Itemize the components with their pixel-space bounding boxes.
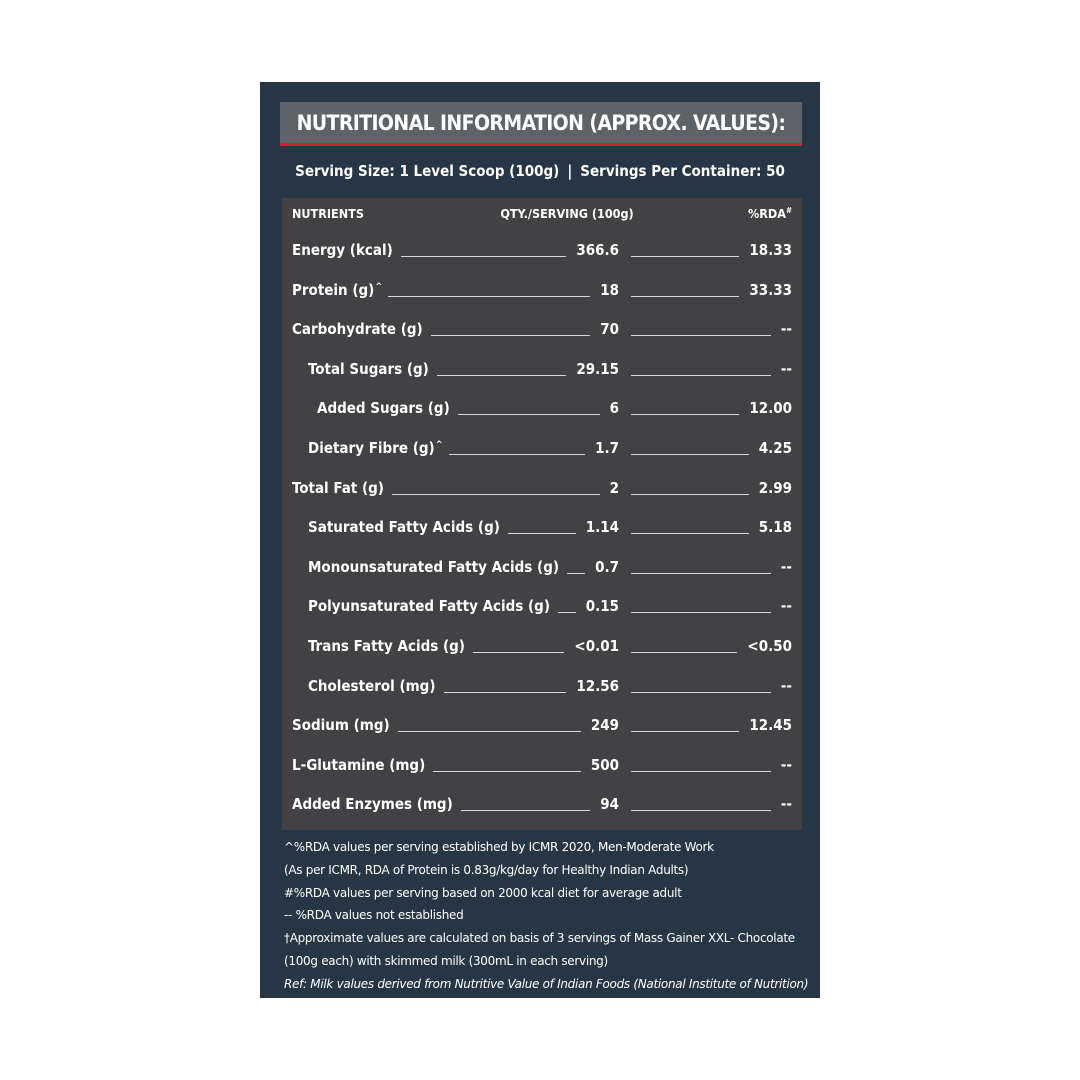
leader-line — [631, 731, 739, 732]
qty-value: <0.01 — [574, 637, 619, 655]
table-row — [282, 357, 802, 381]
leader-line — [433, 771, 581, 772]
qty-value: 500 — [590, 755, 619, 774]
leader-line — [631, 296, 739, 297]
footnote-icmr: ^%RDA values per serving established by ICMR 2020, Men-Moderate Work — [284, 840, 714, 854]
table-row — [282, 238, 802, 262]
nutrient-name: Total Fat (g) — [292, 478, 384, 497]
qty-value: 94 — [600, 795, 619, 814]
footnote-reference: Ref: Milk values derived from Nutritive Value of Indian Foods (National Institute of Nutrition) — [284, 976, 809, 991]
nutrient-name: Added Sugars (g) — [317, 399, 450, 418]
table-row — [282, 515, 802, 539]
leader-line — [631, 573, 771, 574]
leader-line — [631, 652, 737, 653]
nutrient-name: Polyunsaturated Fatty Acids (g) — [308, 597, 551, 616]
leader-line — [401, 256, 566, 257]
table-row — [282, 792, 802, 816]
serving-separator: | — [567, 162, 573, 180]
table-row — [282, 713, 802, 737]
leader-line — [388, 296, 590, 297]
nutrient-name: Saturated Fatty Acids (g) — [308, 518, 500, 537]
leader-line — [444, 692, 567, 693]
header-qty: QTY./SERVING (100g) — [500, 206, 634, 221]
qty-value: 29.15 — [576, 359, 619, 378]
leader-line — [631, 692, 771, 693]
nutrient-name: Cholesterol (mg) — [308, 676, 436, 695]
leader-line — [631, 533, 749, 534]
table-row — [282, 634, 802, 658]
rda-value: -- — [780, 557, 792, 576]
qty-value: 0.7 — [595, 557, 619, 576]
table-row — [282, 317, 802, 341]
footnote-milk: (100g each) with skimmed milk (300mL in each serving) — [284, 953, 608, 968]
leader-line — [398, 731, 581, 732]
nutrient-name: Dietary Fibre (g) — [308, 439, 435, 457]
nutrient-mark: ^ — [435, 440, 443, 450]
rda-value: -- — [780, 359, 792, 378]
rda-value: 33.33 — [749, 280, 792, 299]
qty-value: 249 — [590, 716, 619, 735]
leader-line — [631, 494, 749, 495]
leader-line — [449, 454, 585, 455]
rda-value: 12.45 — [749, 716, 792, 735]
table-row — [282, 278, 802, 302]
table-header — [282, 206, 802, 226]
leader-line — [631, 335, 771, 336]
header-rda-mark: # — [785, 205, 792, 215]
footnotes — [284, 836, 809, 996]
nutrient-name: Protein (g) — [292, 280, 375, 299]
serving-info — [260, 162, 820, 180]
qty-value: 1.7 — [595, 439, 619, 457]
table-row — [282, 436, 802, 460]
rda-value: -- — [780, 676, 792, 695]
nutrient-name: Added Enzymes (mg) — [292, 795, 453, 814]
nutrition-panel — [260, 82, 820, 998]
nutrient-name: L-Glutamine (mg) — [292, 755, 426, 774]
qty-value: 1.14 — [585, 518, 619, 537]
leader-line — [631, 375, 771, 376]
qty-value: 0.15 — [585, 597, 619, 616]
table-row — [282, 594, 802, 618]
rda-value: 18.33 — [749, 241, 792, 259]
leader-line — [567, 573, 585, 574]
footnote-kcal-basis: #%RDA values per serving based on 2000 kcal diet for average adult — [284, 885, 682, 900]
table-row — [282, 555, 802, 579]
footnote-protein-rda: (As per ICMR, RDA of Protein is 0.83g/kg/day for Healthy Indian Adults) — [284, 862, 689, 877]
nutrient-name: Trans Fatty Acids (g) — [308, 637, 465, 655]
servings-per-container: Servings Per Container: 50 — [580, 162, 785, 180]
footnote-approximate: †Approximate values are calculated on basis of 3 servings of Mass Gainer XXL- Chocolate — [284, 931, 795, 946]
leader-line — [473, 652, 564, 653]
rda-value: -- — [780, 755, 792, 774]
leader-line — [437, 375, 566, 376]
table-row — [282, 476, 802, 500]
leader-line — [631, 612, 771, 613]
panel-title: NUTRITIONAL INFORMATION (APPROX. VALUES): — [280, 102, 802, 146]
leader-line — [461, 810, 590, 811]
serving-size: Serving Size: 1 Level Scoop (100g) — [295, 162, 560, 180]
nutrient-name: Sodium (mg) — [292, 716, 390, 735]
leader-line — [458, 414, 600, 415]
table-row — [282, 396, 802, 420]
rda-value: -- — [780, 597, 792, 616]
header-rda: %RDA# — [747, 205, 792, 221]
leader-line — [631, 414, 739, 415]
qty-value: 6 — [609, 399, 619, 418]
qty-value: 18 — [600, 280, 619, 299]
nutrient-name: Carbohydrate (g) — [292, 320, 423, 339]
rda-value: -- — [780, 320, 792, 339]
nutrient-name: Energy (kcal) — [292, 241, 393, 259]
rda-value: 2.99 — [758, 478, 792, 497]
nutrient-mark: ^ — [375, 281, 383, 292]
leader-line — [631, 256, 739, 257]
qty-value: 70 — [600, 320, 619, 339]
qty-value: 2 — [609, 478, 619, 497]
rda-value: 12.00 — [749, 399, 792, 418]
rda-value: 4.25 — [758, 439, 792, 457]
footnote-not-established: -- %RDA values not established — [284, 908, 464, 923]
leader-line — [631, 454, 749, 455]
qty-value: 12.56 — [576, 676, 619, 695]
leader-line — [558, 612, 576, 613]
table-row — [282, 753, 802, 777]
rda-value: -- — [780, 795, 792, 814]
leader-line — [631, 810, 771, 811]
nutrition-table — [282, 198, 802, 830]
leader-line — [631, 771, 771, 772]
leader-line — [431, 335, 590, 336]
rda-value: <0.50 — [747, 637, 792, 655]
nutrient-name: Total Sugars (g) — [308, 359, 429, 378]
rda-value: 5.18 — [758, 518, 792, 537]
nutrient-name: Monounsaturated Fatty Acids (g) — [308, 557, 560, 576]
qty-value: 366.6 — [576, 241, 619, 259]
leader-line — [508, 533, 576, 534]
header-nutrients: NUTRIENTS — [292, 206, 364, 221]
leader-line — [392, 494, 600, 495]
table-row — [282, 674, 802, 698]
